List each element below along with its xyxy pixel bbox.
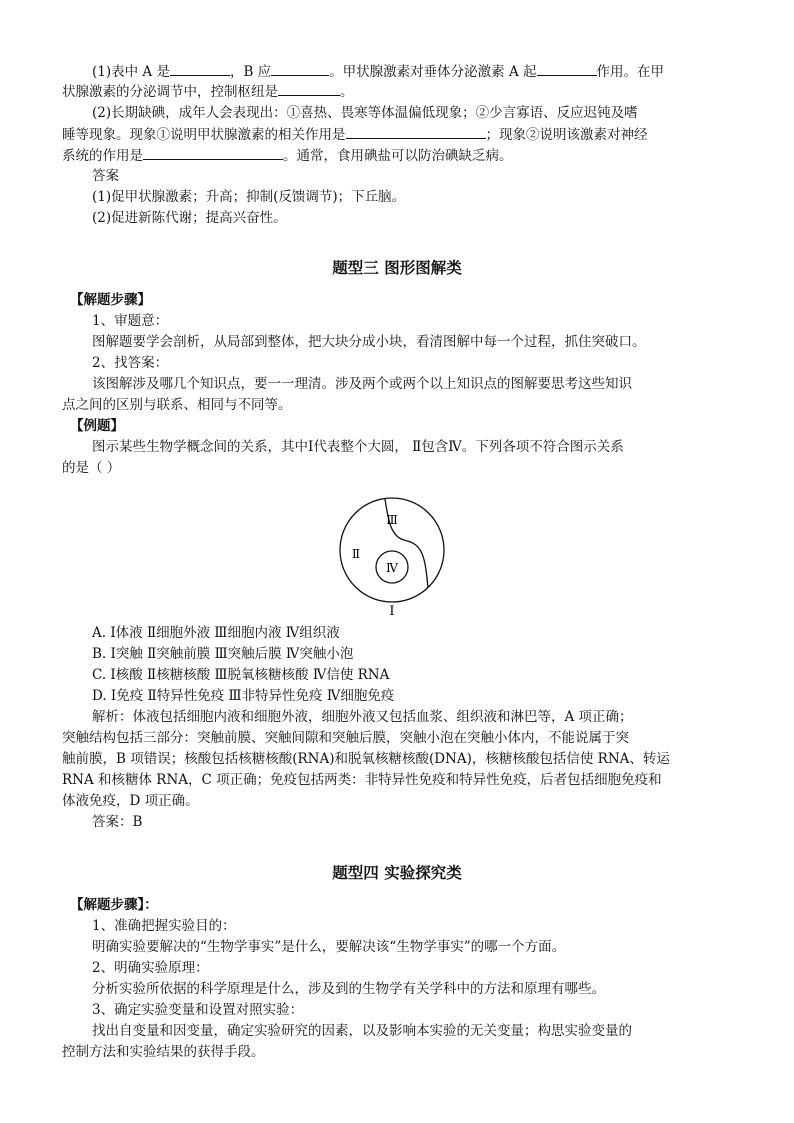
text: 状腺激素的分泌调节中，控制枢纽是 [62, 84, 278, 100]
option-D: D. Ⅰ免疫 Ⅱ特异性免疫 Ⅲ非特异性免疫 Ⅳ细胞免疫 [92, 688, 395, 704]
section-3-step-2-text-1: 该图解涉及哪几个知识点，要一一理清。涉及两个或两个以上知识点的图解要思考这些知识 [92, 376, 632, 392]
answer-blank [346, 124, 486, 139]
text: 睡等现象。现象①说明甲状腺激素的相关作用是 [62, 127, 346, 143]
label-II: Ⅱ [351, 547, 361, 561]
question-2-line-1: (2)长期缺碘，成年人会表现出：①喜热、畏寒等体温偏低现象；②少言寡语、反应迟钝及嗜 [92, 105, 638, 121]
section-4-step-2-title: 2、明确实验原理： [92, 960, 209, 976]
answer-blank [170, 61, 230, 76]
example-label: 【例题】 [70, 418, 124, 434]
text: 。甲状腺激素对垂体分泌激素 A 起 [329, 64, 537, 80]
text: 。通常，食用碘盐可以防治碘缺乏病。 [283, 148, 513, 164]
label-IV: Ⅳ [386, 561, 398, 575]
concept-relationship-diagram [330, 488, 455, 618]
section-4-step-3-text-1: 找出自变量和因变量，确定实验研究的因素，以及影响本实验的无关变量；构思实验变量的 [92, 1023, 632, 1039]
analysis-line-1: 解析：体液包括细胞内液和细胞外液，细胞外液又包括血浆、组织液和淋巴等，A 项正确； [92, 709, 633, 725]
label-III: Ⅲ [386, 513, 398, 527]
option-A: A. Ⅰ体液 Ⅱ细胞外液 Ⅲ细胞内液 Ⅳ组织液 [92, 625, 340, 641]
section-4-step-1-text: 明确实验要解决的“生物学事实”是什么，要解决该“生物学事实”的哪一个方面。 [92, 939, 566, 955]
text: ；现象②说明该激素对神经 [485, 127, 648, 143]
section-4-steps-label: 【解题步骤】： [70, 897, 158, 913]
option-C: C. Ⅰ核酸 Ⅱ核糖核酸 Ⅲ脱氧核糖核酸 Ⅳ信使 RNA [92, 667, 390, 683]
section-4-step-1-title: 1、准确把握实验目的： [92, 918, 236, 934]
section-3-title: 题型三 图形图解类 [332, 258, 462, 277]
analysis-line-3: 触前膜，B 项错误；核酸包括核糖核酸(RNA)和脱氧核糖核酸(DNA)，核糖核酸包括信使 RNA、转运 [62, 751, 670, 767]
section-3-step-2-title: 2、找答案： [92, 355, 169, 371]
option-B: B. Ⅰ突触 Ⅱ突触前膜 Ⅲ突触后膜 Ⅳ突触小泡 [92, 646, 354, 662]
answer-blank [537, 61, 597, 76]
question-2-line-2 [62, 124, 742, 145]
text: 作用。在甲 [596, 64, 665, 80]
text: ，B 应 [229, 64, 272, 80]
analysis-line-2: 突触结构包括三部分：突触前膜、突触间隙和突触后膜，突触小泡在突触小体内，不能说属于突 [62, 730, 629, 746]
section-4-step-2-text: 分析实验所依据的科学原理是什么，涉及到的生物学有关学科中的方法和原理有哪些。 [92, 981, 605, 997]
answer-blank [278, 81, 340, 96]
section-3-step-1-text: 图解题要学会剖析，从局部到整体，把大块分成小块，看清图解中每一个过程，抓住突破口。 [92, 334, 646, 350]
example-question-line-2: 的是（ ） [62, 460, 121, 476]
analysis-line-5: 体液免疫，D 项正确。 [62, 793, 199, 809]
analysis-line-4: RNA 和核糖体 RNA，C 项正确；免疫包括两类：非特异性免疫和特异性免疫，后者包括细胞免疫和 [62, 772, 662, 788]
section-3-step-1-title: 1、审题意： [92, 313, 169, 329]
label-I: Ⅰ [389, 604, 395, 618]
example-question-line-1: 图示某些生物学概念间的关系，其中Ⅰ代表整个大圆， Ⅱ包含Ⅳ。下列各项不符合图示关系 [92, 439, 624, 455]
question-1-line-2 [62, 81, 742, 102]
answer-line-1: (1)促甲状腺激素；升高；抑制(反馈调节)；下丘脑。 [92, 189, 406, 205]
example-answer: 答案：B [92, 814, 143, 830]
question-2-line-3 [62, 145, 742, 166]
section-3-step-2-text-2: 点之间的区别与联系、相同与不同等。 [62, 397, 292, 413]
section-3-steps-label: 【解题步骤】 [70, 292, 151, 308]
text: 。 [340, 84, 354, 100]
section-4-title: 题型四 实验探究类 [332, 863, 462, 882]
answer-line-2: (2)促进新陈代谢；提高兴奋性。 [92, 210, 287, 226]
section-4-step-3-title: 3、确定实验变量和设置对照实验： [92, 1002, 304, 1018]
text: 系统的作用是 [62, 148, 143, 164]
answer-blank [143, 145, 283, 160]
answer-blank [271, 61, 329, 76]
question-1-line-1 [92, 61, 742, 82]
answer-label: 答案 [92, 168, 119, 184]
text: (1)表中 A 是 [92, 64, 170, 80]
section-4-step-3-text-2: 控制方法和实验结果的获得手段。 [62, 1044, 265, 1060]
